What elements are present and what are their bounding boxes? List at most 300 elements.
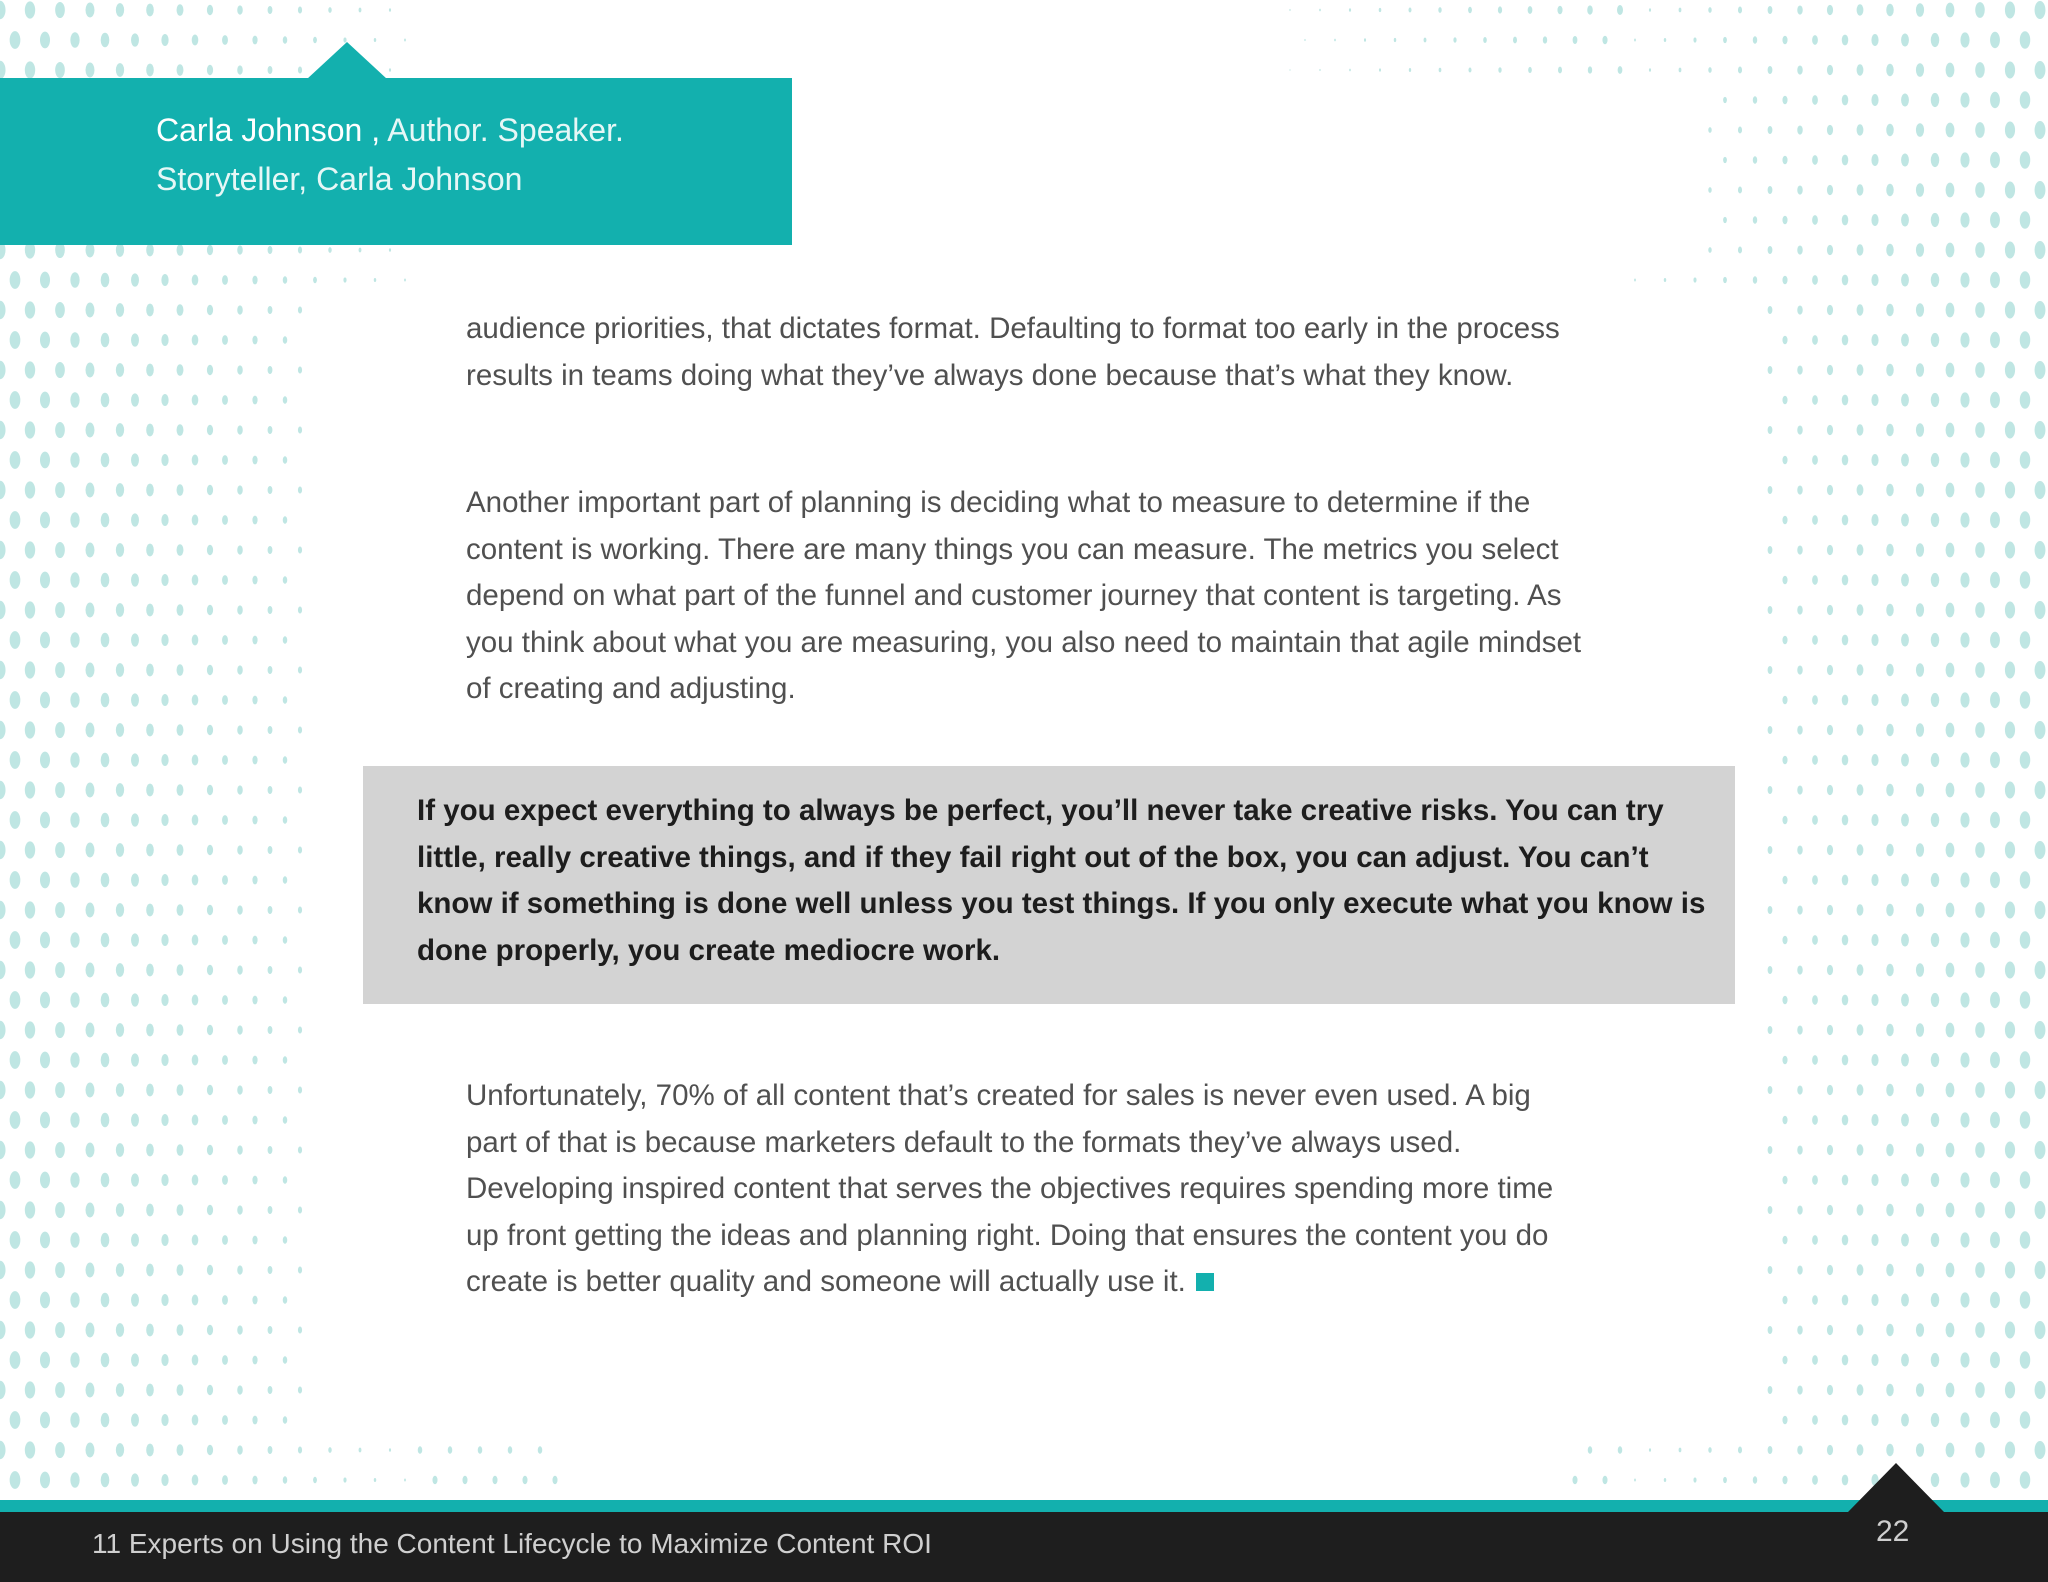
background-dot: [25, 841, 35, 858]
background-dot: [1439, 68, 1442, 72]
background-dot: [207, 1025, 213, 1035]
background-dot: [1886, 1384, 1894, 1397]
background-dot: [283, 576, 288, 584]
background-dot: [268, 786, 273, 794]
background-dot: [70, 932, 79, 948]
background-dot: [252, 1236, 257, 1245]
background-dot: [1960, 152, 1969, 167]
paragraph-text: [466, 1073, 1586, 1306]
background-dot: [0, 1441, 6, 1459]
background-dot: [177, 64, 184, 76]
background-dot: [237, 365, 243, 374]
background-dot: [55, 1022, 65, 1038]
background-dot: [1827, 425, 1833, 435]
background-dot: [1916, 1383, 1924, 1397]
background-dot: [1946, 603, 1955, 618]
background-dot: [1916, 1083, 1924, 1097]
background-dot: [1753, 1476, 1757, 1483]
background-dot: [101, 333, 110, 347]
background-dot: [101, 1413, 110, 1427]
background-dot: [2005, 2, 2015, 19]
background-dot: [1916, 1443, 1924, 1457]
background-dot: [2005, 1022, 2015, 1039]
background-dot: [1782, 576, 1787, 585]
background-dot: [0, 421, 6, 439]
background-dot: [298, 487, 302, 494]
background-dot: [131, 1233, 139, 1246]
background-dot: [131, 873, 139, 886]
background-dot: [1857, 1264, 1864, 1275]
background-dot: [70, 332, 79, 348]
background-dot: [2020, 931, 2031, 949]
background-dot: [1916, 963, 1924, 977]
background-dot: [1409, 68, 1411, 72]
background-dot: [1946, 243, 1955, 258]
background-dot: [1812, 935, 1818, 945]
background-dot: [10, 571, 21, 589]
background-dot: [252, 276, 257, 285]
background-dot: [25, 361, 35, 378]
background-dot: [1946, 903, 1955, 918]
background-dot: [298, 1447, 302, 1454]
background-dot: [1812, 695, 1818, 705]
background-dot: [131, 1293, 139, 1306]
background-dot: [161, 1114, 168, 1126]
background-dot: [1901, 333, 1909, 346]
background-dot: [1901, 993, 1909, 1006]
background-dot: [1857, 964, 1864, 975]
background-dot: [1753, 156, 1757, 163]
background-dot: [1812, 635, 1818, 645]
background-dot: [1438, 7, 1441, 13]
background-dot: [1960, 332, 1969, 347]
background-dot: [2035, 721, 2046, 739]
background-dot: [1708, 187, 1711, 193]
background-dot: [1946, 783, 1955, 798]
background-dot: [1797, 305, 1802, 314]
background-dot: [1768, 846, 1773, 854]
background-dot: [207, 905, 213, 915]
background-dot: [1946, 1023, 1955, 1038]
background-dot: [2005, 62, 2015, 79]
background-dot: [1379, 68, 1381, 71]
background-dot: [207, 545, 213, 555]
background-dot: [1871, 994, 1878, 1006]
background-dot: [359, 248, 362, 253]
background-dot: [192, 1415, 199, 1426]
background-dot: [86, 543, 95, 558]
background-dot: [1975, 182, 1985, 198]
background-dot: [1960, 512, 1969, 527]
background-dot: [1812, 1055, 1818, 1065]
background-dot: [1797, 665, 1802, 674]
background-dot: [1871, 514, 1878, 526]
background-dot: [70, 32, 79, 48]
background-dot: [1960, 572, 1969, 587]
background-dot: [1842, 1415, 1848, 1426]
background-dot: [40, 692, 50, 709]
background-dot: [86, 1263, 95, 1278]
background-dot: [1990, 512, 2000, 528]
background-dot: [1634, 39, 1636, 42]
background-dot: [25, 61, 35, 78]
pull-quote-text: If you expect everything to always be perfect, you’ll never take creative risks. You can try little, really creative things, and if they fail right out of the box, you can adjust. You can’t know if something is done well unless you test things. If you only execute what you know is done properly, you create mediocre work.: [417, 794, 1706, 967]
background-dot: [1975, 962, 1985, 978]
background-dot: [25, 901, 35, 918]
background-dot: [1916, 843, 1924, 857]
background-dot: [1916, 603, 1924, 617]
background-dot: [1871, 1114, 1878, 1126]
background-dot: [1827, 5, 1833, 15]
background-dot: [1842, 1055, 1848, 1066]
background-dot: [192, 275, 199, 286]
background-dot: [1931, 633, 1940, 647]
background-dot: [1901, 1113, 1909, 1126]
background-dot: [1304, 39, 1305, 41]
background-dot: [1901, 933, 1909, 946]
background-dot: [1768, 966, 1773, 974]
background-dot: [2005, 1262, 2015, 1279]
background-dot: [40, 512, 50, 529]
background-dot: [177, 544, 184, 556]
background-dot: [25, 1321, 35, 1338]
background-dot: [283, 1296, 288, 1304]
background-dot: [86, 1323, 95, 1338]
background-dot: [1990, 452, 2000, 468]
background-dot: [222, 935, 228, 945]
background-dot: [1931, 1353, 1940, 1367]
background-dot: [2035, 241, 2046, 259]
background-dot: [222, 1115, 228, 1125]
background-dot: [207, 1445, 213, 1455]
background-dot: [283, 1476, 288, 1484]
background-dot: [1708, 67, 1711, 73]
background-dot: [1901, 1053, 1909, 1066]
background-dot: [237, 785, 243, 794]
background-dot: [1842, 455, 1848, 466]
background-dot: [2035, 121, 2046, 139]
background-dot: [177, 964, 184, 976]
background-dot: [1871, 34, 1878, 46]
background-dot: [268, 1086, 273, 1094]
background-dot: [222, 815, 228, 825]
background-dot: [1827, 1265, 1833, 1275]
background-dot: [207, 665, 213, 675]
background-dot: [1812, 455, 1818, 465]
background-dot: [207, 485, 213, 495]
background-dot: [0, 541, 6, 559]
background-dot: [1768, 306, 1773, 314]
background-dot: [0, 601, 6, 619]
background-dot: [1946, 1443, 1955, 1458]
background-dot: [1857, 304, 1864, 315]
background-dot: [1990, 1112, 2000, 1128]
background-dot: [389, 68, 391, 72]
background-dot: [1886, 424, 1894, 437]
background-dot: [55, 1082, 65, 1098]
background-dot: [298, 607, 302, 614]
background-dot: [1886, 1024, 1894, 1037]
background-dot: [222, 1355, 228, 1365]
background-dot: [177, 604, 184, 616]
background-dot: [131, 1413, 139, 1426]
background-dot: [1916, 303, 1924, 317]
paragraph-2: [466, 480, 1586, 713]
background-dot: [2005, 1442, 2015, 1459]
background-dot: [1960, 1352, 1969, 1367]
background-dot: [1960, 1232, 1969, 1247]
background-dot: [131, 1053, 139, 1066]
background-dot: [161, 874, 168, 886]
background-dot: [268, 306, 273, 314]
background-dot: [116, 363, 124, 377]
background-dot: [1975, 602, 1985, 618]
background-dot: [2035, 1201, 2046, 1219]
background-dot: [177, 1264, 184, 1276]
background-dot: [283, 756, 288, 764]
background-dot: [1842, 1115, 1848, 1126]
background-dot: [1768, 1446, 1773, 1454]
background-dot: [1797, 1325, 1802, 1334]
background-dot: [1782, 36, 1787, 45]
background-dot: [1886, 64, 1894, 77]
background-dot: [1857, 64, 1864, 75]
background-dot: [177, 304, 184, 316]
background-dot: [283, 396, 288, 404]
background-dot: [131, 933, 139, 946]
background-dot: [2035, 961, 2046, 979]
background-dot: [2005, 902, 2015, 919]
background-dot: [1528, 6, 1533, 14]
background-dot: [177, 244, 184, 256]
background-dot: [1782, 696, 1787, 705]
background-dot: [0, 481, 6, 499]
background-dot: [101, 573, 110, 587]
background-dot: [1931, 393, 1940, 407]
background-dot: [101, 633, 110, 647]
background-dot: [1975, 422, 1985, 438]
background-dot: [1827, 485, 1833, 495]
background-dot: [1960, 32, 1969, 47]
background-dot: [70, 692, 79, 708]
background-dot: [131, 993, 139, 1006]
background-dot: [25, 721, 35, 738]
background-dot: [252, 516, 257, 525]
background-dot: [101, 1473, 110, 1487]
background-dot: [252, 396, 257, 405]
background-dot: [116, 1323, 124, 1337]
background-dot: [207, 605, 213, 615]
background-dot: [1424, 38, 1427, 43]
background-dot: [1797, 5, 1802, 14]
background-dot: [1960, 212, 1969, 227]
background-dot: [1975, 242, 1985, 258]
background-dot: [1782, 96, 1787, 105]
background-dot: [1931, 273, 1940, 287]
background-dot: [1797, 1145, 1802, 1154]
background-dot: [298, 787, 302, 794]
background-dot: [207, 1085, 213, 1095]
background-dot: [298, 847, 302, 854]
background-dot: [10, 1171, 21, 1189]
background-dot: [1768, 786, 1773, 794]
background-dot: [192, 35, 199, 46]
background-dot: [0, 1, 6, 19]
paragraph-text: audience priorities, that dictates format. Defaulting to format too early in the process results in teams doing what they’ve always done because that’s what they know.: [466, 312, 1560, 392]
background-dot: [268, 1146, 273, 1154]
background-dot: [86, 63, 95, 78]
background-dot: [0, 1321, 6, 1339]
background-dot: [1901, 513, 1909, 526]
background-dot: [1871, 574, 1878, 586]
background-dot: [1960, 1472, 1969, 1487]
background-dot: [1975, 302, 1985, 318]
background-dot: [237, 1025, 243, 1034]
background-dot: [177, 844, 184, 856]
background-dot: [25, 1381, 35, 1398]
background-dot: [10, 511, 21, 529]
background-dot: [131, 753, 139, 766]
background-dot: [252, 696, 257, 705]
background-dot: [177, 664, 184, 676]
background-dot: [268, 546, 273, 554]
background-dot: [1946, 63, 1955, 78]
background-dot: [1842, 935, 1848, 946]
background-dot: [70, 452, 79, 468]
background-dot: [116, 483, 124, 497]
background-dot: [1886, 124, 1894, 137]
background-dot: [252, 36, 257, 45]
background-dot: [25, 421, 35, 438]
background-dot: [283, 276, 288, 284]
background-dot: [222, 1415, 228, 1425]
background-dot: [116, 903, 124, 917]
background-dot: [146, 1444, 154, 1457]
background-dot: [508, 1446, 513, 1454]
background-dot: [192, 995, 199, 1006]
background-dot: [1886, 184, 1894, 197]
background-dot: [1797, 365, 1802, 374]
background-dot: [1916, 363, 1924, 377]
background-dot: [1782, 816, 1787, 825]
background-dot: [1901, 813, 1909, 826]
background-dot: [1946, 303, 1955, 318]
background-dot: [2005, 422, 2015, 439]
background-dot: [1946, 483, 1955, 498]
background-dot: [146, 724, 154, 737]
background-dot: [55, 962, 65, 978]
background-dot: [1857, 904, 1864, 915]
background-dot: [1990, 392, 2000, 408]
background-dot: [1975, 662, 1985, 678]
background-dot: [1901, 1233, 1909, 1246]
background-dot: [298, 907, 302, 914]
background-dot: [1768, 66, 1773, 74]
background-dot: [1723, 1477, 1727, 1483]
background-dot: [222, 335, 228, 345]
background-dot: [283, 1056, 288, 1064]
background-dot: [207, 845, 213, 855]
background-dot: [1946, 663, 1955, 678]
background-dot: [1738, 1447, 1742, 1454]
background-dot: [55, 1322, 65, 1338]
background-dot: [192, 695, 199, 706]
background-dot: [1753, 276, 1757, 283]
background-dot: [1901, 453, 1909, 466]
background-dot: [1871, 814, 1878, 826]
background-dot: [1738, 247, 1742, 254]
background-dot: [70, 1052, 79, 1068]
background-dot: [70, 1412, 79, 1428]
background-dot: [1842, 395, 1848, 406]
background-dot: [1708, 7, 1711, 13]
background-dot: [1916, 183, 1924, 197]
background-dot: [146, 784, 154, 797]
background-dot: [10, 31, 21, 49]
background-dot: [146, 1264, 154, 1277]
background-dot: [1513, 37, 1517, 44]
background-dot: [1871, 754, 1878, 766]
background-dot: [1827, 965, 1833, 975]
background-dot: [1871, 1294, 1878, 1306]
background-dot: [55, 1142, 65, 1158]
background-dot: [222, 1055, 228, 1065]
background-dot: [1618, 1446, 1623, 1454]
background-dot: [0, 1381, 6, 1399]
author-credit: [156, 106, 776, 204]
background-dot: [0, 1081, 6, 1099]
background-dot: [1483, 37, 1487, 43]
background-dot: [1916, 1203, 1924, 1217]
background-dot: [1871, 934, 1878, 946]
background-dot: [101, 1293, 110, 1307]
background-dot: [0, 301, 6, 319]
background-dot: [298, 547, 302, 554]
background-dot: [25, 1141, 35, 1158]
background-dot: [25, 961, 35, 978]
background-dot: [2005, 482, 2015, 499]
end-of-article-square-icon: [1196, 1273, 1214, 1291]
background-dot: [1975, 1142, 1985, 1158]
background-dot: [1768, 1386, 1773, 1394]
background-dot: [86, 363, 95, 378]
background-dot: [192, 1475, 199, 1486]
background-dot: [252, 876, 257, 885]
background-dot: [146, 424, 154, 437]
background-dot: [1916, 1263, 1924, 1277]
background-dot: [86, 903, 95, 918]
background-dot: [1901, 93, 1909, 106]
background-dot: [25, 541, 35, 558]
background-dot: [131, 1353, 139, 1366]
background-dot: [1827, 1025, 1833, 1035]
background-dot: [268, 486, 273, 494]
background-dot: [177, 784, 184, 796]
background-dot: [1782, 1476, 1787, 1485]
background-dot: [1782, 456, 1787, 465]
background-dot: [2020, 811, 2031, 829]
background-dot: [1990, 92, 2000, 108]
footer-bar: [0, 1512, 2048, 1582]
background-dot: [10, 1291, 21, 1309]
background-dot: [10, 871, 21, 889]
background-dot: [1812, 395, 1818, 405]
background-dot: [2020, 271, 2031, 289]
background-dot: [10, 391, 21, 409]
background-dot: [40, 392, 50, 409]
background-dot: [222, 995, 228, 1005]
background-dot: [268, 966, 273, 974]
